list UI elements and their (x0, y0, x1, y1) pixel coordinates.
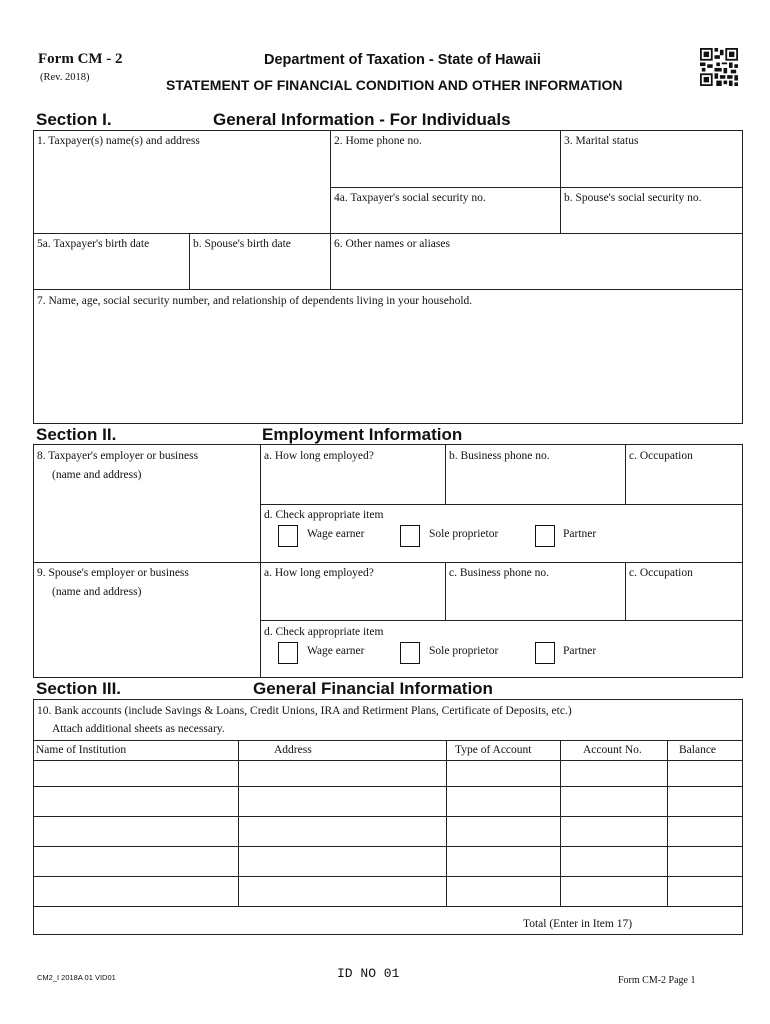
col-type-of-account: Type of Account (455, 744, 532, 756)
col-name-of-institution: Name of Institution (36, 744, 127, 756)
form-code: CM2_I 2018A 01 VID01 (37, 973, 116, 982)
form-revision: (Rev. 2018) (40, 72, 90, 83)
section-2-label: Section II. (36, 425, 117, 444)
table-row[interactable] (34, 877, 742, 906)
table-row[interactable] (34, 847, 742, 876)
spouse-ssn-field[interactable]: b. Spouse's social security no. (564, 192, 702, 204)
taxpayer-wage-earner-checkbox[interactable] (278, 525, 298, 547)
section-1-label: Section I. (36, 110, 112, 129)
taxpayer-ssn-field[interactable]: 4a. Taxpayer's social security no. (334, 192, 486, 204)
table-row[interactable] (34, 787, 742, 816)
table-row[interactable] (34, 761, 742, 786)
form-id: Form CM - 2 (38, 51, 123, 67)
taxpayer-employer-field[interactable]: 8. Taxpayer's employer or business (37, 450, 199, 462)
taxpayer-name-address-field[interactable]: 1. Taxpayer(s) name(s) and address (37, 135, 200, 147)
other-names-field[interactable]: 6. Other names or aliases (334, 238, 450, 250)
marital-status-field[interactable]: 3. Marital status (564, 135, 639, 147)
taxpayer-sole-proprietor-checkbox[interactable] (400, 525, 420, 547)
spouse-partner-label: Partner (563, 645, 597, 657)
section-2-title: Employment Information (262, 425, 463, 444)
home-phone-field[interactable]: 2. Home phone no. (334, 135, 422, 147)
taxpayer-business-phone-field[interactable]: b. Business phone no. (449, 450, 550, 462)
spouse-wage-earner-checkbox[interactable] (278, 642, 298, 664)
section-1-box (33, 130, 743, 424)
taxpayer-partner-checkbox[interactable] (535, 525, 555, 547)
col-balance: Balance (679, 744, 717, 756)
spouse-birth-date-field[interactable]: b. Spouse's birth date (193, 238, 291, 250)
section-1-title: General Information - For Individuals (213, 110, 511, 129)
spouse-business-phone-field[interactable]: c. Business phone no. (449, 567, 549, 579)
bank-accounts-instructions: 10. Bank accounts (include Savings & Loans, Credit Unions, IRA and Retirment Plans, Certificate of Deposits, etc.) (37, 705, 572, 717)
id-number: ID NO 01 (337, 966, 400, 981)
spouse-wage-earner-label: Wage earner (307, 645, 365, 657)
section-3-label: Section III. (36, 679, 122, 698)
taxpayer-employer-sublabel: (name and address) (52, 469, 142, 481)
form-title: STATEMENT OF FINANCIAL CONDITION AND OTHER INFORMATION (166, 77, 623, 93)
col-address: Address (274, 744, 312, 756)
spouse-employer-field[interactable]: 9. Spouse's employer or business (37, 567, 189, 579)
section-3-title: General Financial Information (253, 679, 493, 698)
taxpayer-check-item-label: d. Check appropriate item (264, 509, 384, 521)
spouse-sole-proprietor-checkbox[interactable] (400, 642, 420, 664)
taxpayer-sole-proprietor-label: Sole proprietor (429, 528, 499, 540)
spouse-how-long-field[interactable]: a. How long employed? (264, 567, 374, 579)
page-number: Form CM-2 Page 1 (618, 975, 696, 986)
taxpayer-birth-date-field[interactable]: 5a. Taxpayer's birth date (37, 238, 150, 250)
taxpayer-how-long-field[interactable]: a. How long employed? (264, 450, 374, 462)
spouse-sole-proprietor-label: Sole proprietor (429, 645, 499, 657)
dependents-field[interactable]: 7. Name, age, social security number, and relationship of dependents living in your household. (37, 295, 473, 307)
taxpayer-partner-label: Partner (563, 528, 597, 540)
taxpayer-occupation-field[interactable]: c. Occupation (629, 450, 693, 462)
spouse-employer-sublabel: (name and address) (52, 586, 142, 598)
col-account-no: Account No. (583, 744, 642, 756)
spouse-occupation-field[interactable]: c. Occupation (629, 567, 693, 579)
taxpayer-wage-earner-label: Wage earner (307, 528, 365, 540)
total-label: Total (Enter in Item 17) (523, 918, 633, 930)
table-row[interactable] (34, 817, 742, 846)
qr-code-icon (700, 48, 738, 86)
spouse-partner-checkbox[interactable] (535, 642, 555, 664)
department-name: Department of Taxation - State of Hawaii (264, 52, 541, 68)
spouse-check-item-label: d. Check appropriate item (264, 626, 384, 638)
bank-accounts-attach-note: Attach additional sheets as necessary. (52, 723, 225, 735)
